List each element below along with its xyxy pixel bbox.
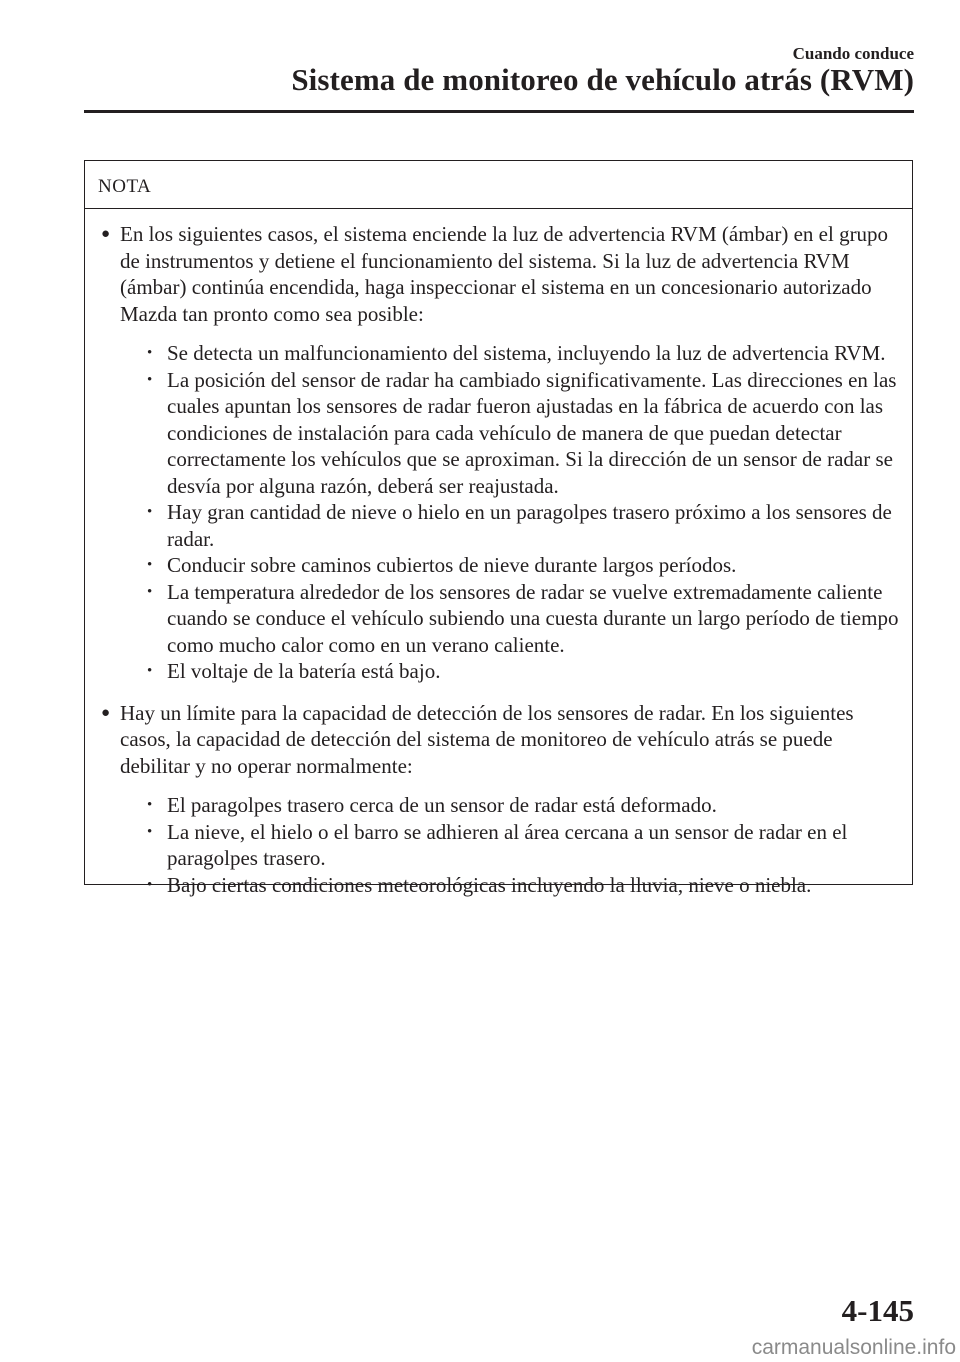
bullet-icon: ●	[101, 226, 111, 242]
sub-item-text: La nieve, el hielo o el barro se adhieren al área cercana a un sensor de radar en el paragolpes trasero.	[167, 819, 848, 870]
sub-item-text: La temperatura alrededor de los sensores de radar se vuelve extremadamente caliente cuando se conduce el vehículo subiendo una cuesta durante un largo período de tiempo como mucho calor como en un verano caliente.	[167, 579, 899, 657]
page-title: Sistema de monitoreo de vehículo atrás (RVM)	[291, 62, 914, 97]
sub-bullet-icon: •	[147, 345, 153, 361]
header-divider	[84, 110, 914, 113]
section-title: Cuando conduce	[792, 44, 914, 63]
note-item	[98, 221, 902, 685]
note-item	[98, 700, 902, 899]
note-body	[85, 209, 912, 898]
sub-item-text: Hay gran cantidad de nieve o hielo en un paragolpes trasero próximo a los sensores de radar.	[167, 500, 892, 551]
sub-item-text: El voltaje de la batería está bajo.	[167, 659, 441, 683]
sub-bullet-icon: •	[147, 371, 153, 388]
sub-bullet-icon: •	[147, 823, 153, 840]
sub-bullet-icon: •	[147, 876, 153, 893]
sub-list-item	[120, 819, 902, 872]
sub-list-item	[120, 340, 902, 367]
sub-list-item	[120, 552, 902, 579]
sub-item-text: Bajo ciertas condiciones meteorológicas incluyendo la lluvia, nieve o niebla.	[167, 872, 812, 897]
note-item-text: En los siguientes casos, el sistema enciende la luz de advertencia RVM (ámbar) en el grupo de instrumentos y detiene el funcionamiento del sistema. Si la luz de advertencia RVM (ámbar) continúa encendida, haga inspeccionar el sistema en un concesionario autorizado Mazda tan pronto como sea posible:	[120, 222, 889, 326]
sub-list-item	[120, 658, 902, 685]
sub-item-text: Conducir sobre caminos cubiertos de nieve durante largos períodos.	[167, 553, 737, 577]
sub-list-item	[120, 872, 902, 899]
sub-bullet-icon: •	[147, 663, 153, 679]
sub-list-item	[120, 792, 902, 819]
bullet-icon: ●	[101, 704, 111, 721]
watermark[interactable]: carmanualsonline.info	[751, 1336, 956, 1359]
sub-item-text: Se detecta un malfuncionamiento del sistema, incluyendo la luz de advertencia RVM.	[167, 341, 886, 365]
note-heading: NOTA	[85, 161, 912, 209]
sub-list	[120, 792, 902, 898]
sub-item-text: El paragolpes trasero cerca de un sensor de radar está deformado.	[167, 793, 717, 817]
sub-bullet-icon: •	[147, 504, 153, 520]
page-number: 4-145	[841, 1293, 914, 1328]
sub-list-item	[120, 367, 902, 500]
sub-bullet-icon: •	[147, 583, 153, 600]
sub-list-item	[120, 579, 902, 659]
note-box	[84, 160, 913, 897]
sub-list-item	[120, 499, 902, 552]
sub-item-text: La posición del sensor de radar ha cambiado significativamente. Las direcciones en las cuales apuntan los sensores de radar fueron ajustadas en la fábrica de acuerdo con las condiciones de instalación para cada vehículo de manera de que puedan detectar correctamente los vehículos que se aproximan. Si la dirección de un sensor de radar se desvía por alguna razón, deberá ser reajustada.	[167, 367, 897, 498]
note-item-text: Hay un límite para la capacidad de detección de los sensores de radar. En los siguientes casos, la capacidad de detección del sistema de monitoreo de vehículo atrás se puede debilitar y no operar normalmente:	[120, 700, 854, 778]
sub-bullet-icon: •	[147, 797, 153, 813]
sub-bullet-icon: •	[147, 557, 153, 573]
sub-list	[120, 340, 902, 685]
